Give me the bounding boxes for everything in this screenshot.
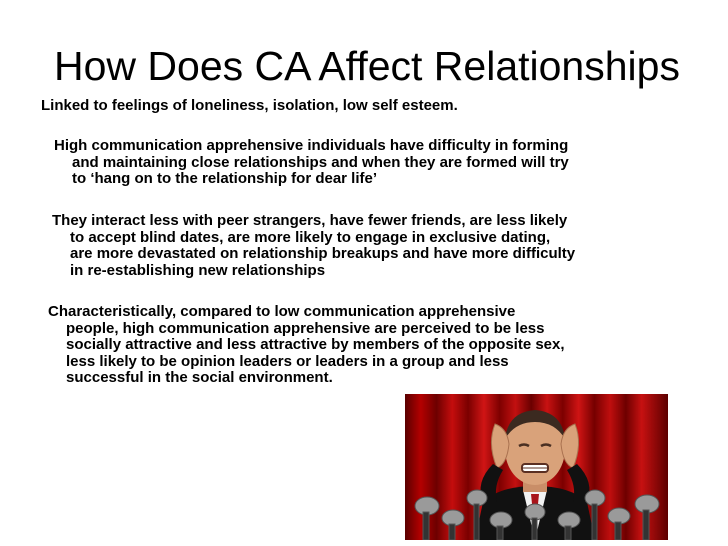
paragraph-line: socially attractive and less attractive by members of the opposite sex,: [66, 336, 565, 353]
paragraph-3: [48, 304, 698, 387]
paragraph-line: people, high communication apprehensive are perceived to be less: [66, 319, 545, 337]
paragraph-line: in re-establishing new relationships: [70, 261, 326, 279]
paragraph-line: less likely to be opinion leaders or leaders in a group and less: [66, 352, 509, 370]
paragraph-line: to accept blind dates, are more likely to engage in exclusive dating,: [70, 228, 551, 246]
intro-text: Linked to feelings of loneliness, isolation, low self esteem.: [41, 97, 458, 114]
stressed-man-with-microphones-icon: [405, 394, 668, 540]
paragraph-line: They interact less with peer strangers, have fewer friends, are less likely: [52, 212, 568, 229]
paragraph-line: and maintaining close relationships and when they are formed will try: [72, 153, 569, 171]
paragraph-line: to ‘hang on to the relationship for dear life’: [72, 170, 378, 187]
paragraph-1: [54, 138, 704, 188]
slide-title: How Does CA Affect Relationships: [54, 43, 680, 89]
paragraph-line: High communication apprehensive individuals have difficulty in forming: [54, 137, 569, 154]
paragraph-line: Characteristically, compared to low communication apprehensive: [48, 303, 516, 320]
paragraph-line: are more devastated on relationship breakups and have more difficulty: [70, 245, 576, 262]
paragraph-2: [52, 213, 702, 279]
paragraph-line: successful in the social environment.: [66, 369, 333, 386]
